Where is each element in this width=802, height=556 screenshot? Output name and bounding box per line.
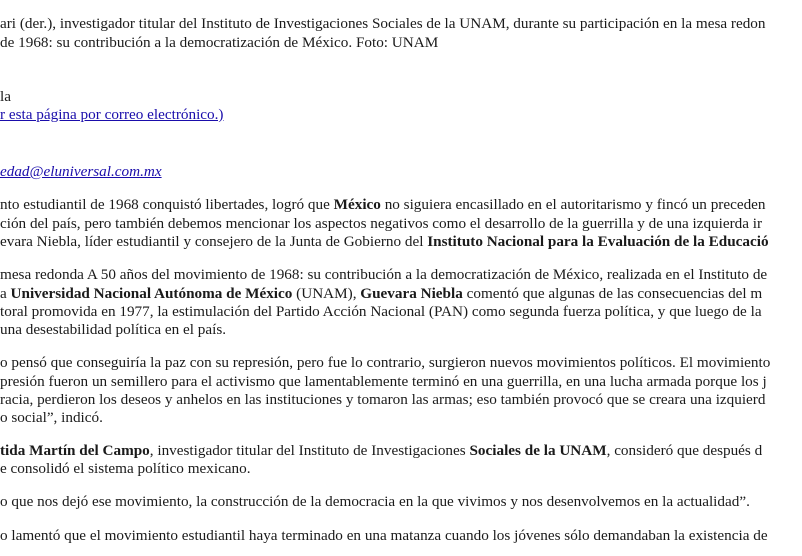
author-email-line: [0, 162, 162, 182]
text-run: comentó que algunas de las consecuencias del m: [462, 285, 763, 302]
article-paragraph-3-line-3: racia, perdieron los deseos y anhelos en las instituciones y tomaron las armas; eso también provocó que se creara una izquierd: [0, 391, 766, 408]
byline-fragment: la: [0, 88, 11, 105]
bold-run: Guevara Niebla: [360, 285, 463, 302]
article-paragraph-4-line-2: e consolidó el sistema político mexicano.: [0, 460, 251, 477]
article-paragraph-4-line-1: [0, 441, 762, 461]
text-run: , consideró que después d: [606, 442, 763, 459]
photo-caption-line-2: de 1968: su contribución a la democratización de México. Foto: UNAM: [0, 34, 439, 51]
bold-run: tida Martín del Campo: [0, 442, 150, 459]
article-paragraph-3-line-1: o pensó que conseguiría la paz con su represión, pero fue lo contrario, surgieron nuevos movimientos políticos. El movimiento: [0, 354, 771, 371]
bold-run: Universidad Nacional Autónoma de México: [10, 285, 293, 302]
article-paragraph-1-line-1: [0, 195, 766, 215]
text-run: no siguiera encasillado en el autoritarismo y fincó un preceden: [380, 196, 766, 213]
article-paragraph-2-line-2: [0, 284, 762, 304]
email-page-link-line: [0, 105, 223, 125]
text-run: a: [0, 285, 11, 302]
article-paragraph-1-line-3: [0, 232, 769, 252]
text-run: , investigador titular del Instituto de Investigaciones: [149, 442, 470, 459]
text-run: (UNAM),: [292, 285, 361, 302]
article-paragraph-6-line-1: o lamentó que el movimiento estudiantil haya terminado en una matanza cuando los jóvenes sólo demandaban la existencia de: [0, 527, 768, 544]
text-run: evara Niebla, líder estudiantil y consejero de la Junta de Gobierno del: [0, 233, 428, 250]
article-paragraph-3-line-2: presión fueron un semillero para el activismo que lamentablemente terminó en una guerrilla, en una lucha armada porque los j: [0, 373, 767, 390]
article-paragraph-5-line-1: o que nos dejó ese movimiento, la construcción de la democracia en la que vivimos y nos desenvolvemos en la actualidad”.: [0, 493, 750, 510]
article-paragraph-2-line-1: mesa redonda A 50 años del movimiento de 1968: su contribución a la democratización de México, realizada en el Instituto de: [0, 266, 768, 283]
bold-run: México: [333, 196, 381, 213]
article-paragraph-2-line-4: una desestabilidad política en el país.: [0, 321, 227, 338]
text-run: nto estudiantil de 1968 conquistó libertades, logró que: [0, 196, 334, 213]
photo-caption-line-1: ari (der.), investigador titular del Instituto de Investigaciones Sociales de la UNAM, durante su participación en la mesa redon: [0, 15, 766, 32]
article-paragraph-2-line-3: toral promovida en 1977, la estimulación del Partido Acción Nacional (PAN) como segunda fuerza política, y que luego de la: [0, 303, 762, 320]
author-email-link[interactable]: edad@eluniversal.com.mx: [0, 163, 162, 180]
article-paragraph-1-line-2: ción del país, pero también debemos mencionar los aspectos negativos como el desarrollo de la guerrilla y de una izquierda ir: [0, 215, 763, 232]
bold-run: Sociales de la UNAM: [469, 442, 607, 459]
article-paragraph-3-line-4: o social”, indicó.: [0, 409, 103, 426]
bold-run: Instituto Nacional para la Evaluación de la Educació: [427, 233, 769, 250]
email-page-link[interactable]: r esta página por correo electrónico.): [0, 106, 224, 123]
